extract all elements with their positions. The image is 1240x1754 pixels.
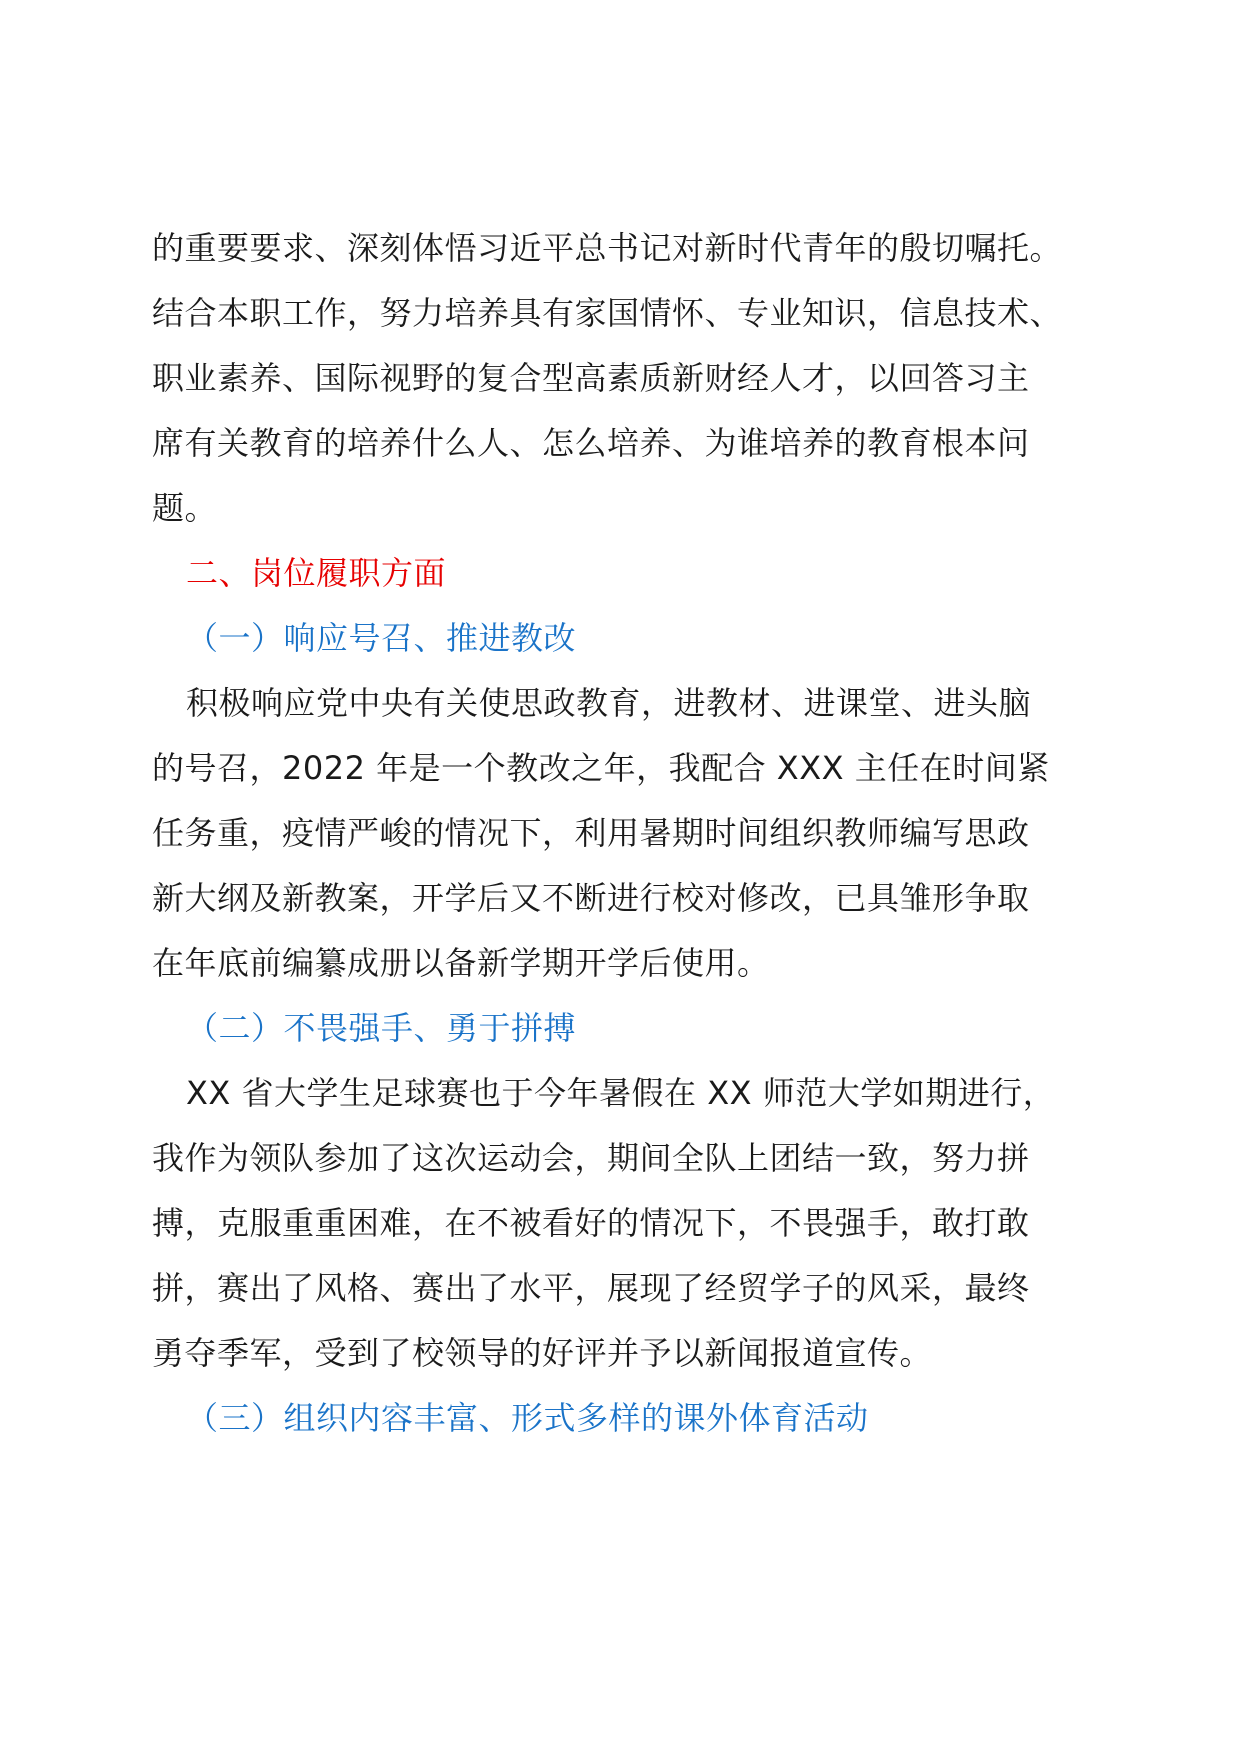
body-line: 积极响应党中央有关使思政教育，进教材、进课堂、进头脑 <box>186 684 1032 722</box>
subsection-heading: （二）不畏强手、勇于拼搏 <box>186 1009 577 1047</box>
body-line: 搏，克服重重困难，在不被看好的情况下，不畏强手，敢打敢 <box>152 1204 1030 1242</box>
paragraph-continuation <box>152 216 1092 541</box>
body-line: 任务重，疫情严峻的情况下，利用暑期时间组织教师编写思政 <box>152 814 1030 852</box>
section-heading: 二、岗位履职方面 <box>186 554 447 592</box>
body-line: 题。 <box>152 489 218 527</box>
paragraph <box>152 671 1092 996</box>
body-line: 勇夺季军，受到了校领导的好评并予以新闻报道宣传。 <box>152 1334 933 1372</box>
body-line: 结合本职工作，努力培养具有家国情怀、专业知识，信息技术、 <box>152 294 1063 332</box>
body-line: 我作为领队参加了这次运动会，期间全队上团结一致，努力拼 <box>152 1139 1030 1177</box>
body-line: 新大纲及新教案，开学后又不断进行校对修改，已具雏形争取 <box>152 879 1030 917</box>
subsection-heading: （一）响应号召、推进教改 <box>186 619 577 657</box>
body-line: 的号召，2022 年是一个教改之年，我配合 XXX 主任在时间紧 <box>152 749 1050 787</box>
paragraph <box>152 1061 1092 1386</box>
body-line: 的重要要求、深刻体悟习近平总书记对新时代青年的殷切嘱托。 <box>152 229 1063 267</box>
body-line: XX 省大学生足球赛也于今年暑假在 XX 师范大学如期进行， <box>186 1074 1056 1112</box>
body-line: 在年底前编纂成册以备新学期开学后使用。 <box>152 944 770 982</box>
body-line: 席有关教育的培养什么人、怎么培养、为谁培养的教育根本问 <box>152 424 1030 462</box>
body-line: 职业素养、国际视野的复合型高素质新财经人才，以回答习主 <box>152 359 1030 397</box>
subsection-heading: （三）组织内容丰富、形式多样的课外体育活动 <box>186 1399 869 1437</box>
body-line: 拼，赛出了风格、赛出了水平，展现了经贸学子的风采，最终 <box>152 1269 1030 1307</box>
document-body <box>152 216 1092 1451</box>
